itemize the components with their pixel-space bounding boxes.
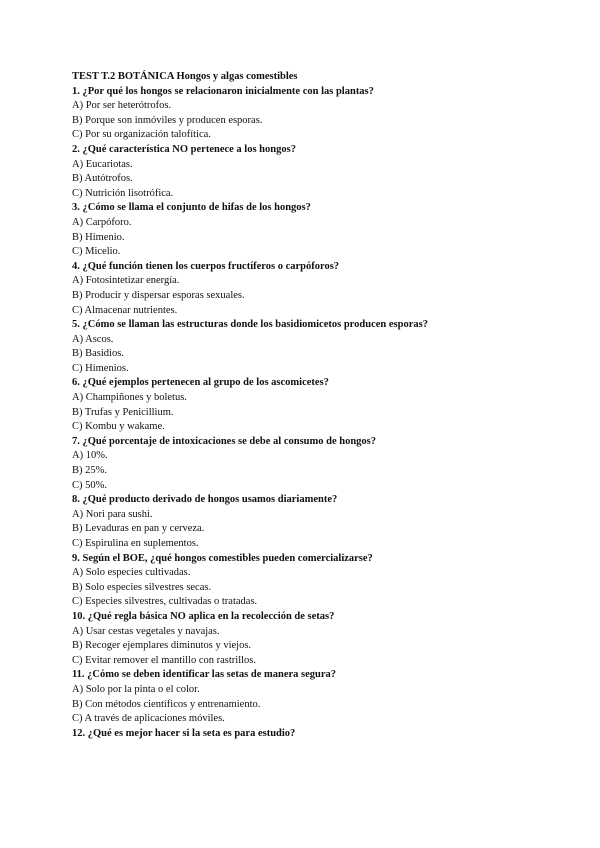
question-8-option-b: B) Levaduras en pan y cerveza.: [72, 523, 205, 535]
question-5: 5. ¿Cómo se llaman las estructuras donde los basidiomicetos producen esporas?: [72, 319, 428, 331]
question-11-option-c: C) A través de aplicaciones móviles.: [72, 713, 225, 725]
question-7: 7. ¿Qué porcentaje de intoxicaciones se debe al consumo de hongos?: [72, 435, 377, 447]
question-11: 11. ¿Cómo se deben identificar las setas de manera segura?: [72, 669, 337, 681]
document-title: TEST T.2 BOTÁNICA Hongos y algas comestibles: [72, 71, 298, 82]
question-4: 4. ¿Qué función tienen los cuerpos fructíferos o carpóforos?: [72, 260, 340, 272]
question-3-option-b: B) Himenio.: [72, 231, 125, 243]
question-8-option-c: C) Espirulina en suplementos.: [72, 538, 199, 549]
document-page: [72, 70, 532, 741]
question-6-option-c: C) Kombu y wakame.: [72, 421, 165, 433]
question-6-option-b: B) Trufas y Penicillium.: [72, 406, 174, 418]
question-8-option-a: A) Nori para sushi.: [72, 508, 153, 520]
question-5-option-c: C) Himenios.: [72, 362, 129, 374]
question-6: 6. ¿Qué ejemplos pertenecen al grupo de los ascomicetes?: [72, 377, 329, 389]
question-7-option-a: A) 10%.: [72, 450, 108, 462]
question-5-option-b: B) Basidios.: [72, 348, 124, 360]
question-1-option-a: A) Por ser heterótrofos.: [72, 100, 172, 112]
question-10-option-c: C) Evitar remover el mantillo con rastrillos.: [72, 654, 256, 666]
question-4-option-b: B) Producir y dispersar esporas sexuales.: [72, 289, 245, 301]
question-2-option-c: C) Nutrición lisotrófica.: [72, 187, 174, 199]
question-9-option-a: A) Solo especies cultivadas.: [72, 567, 191, 579]
question-5-option-a: A) Ascos.: [72, 333, 114, 345]
question-7-option-c: C) 50%.: [72, 479, 107, 491]
question-list: [72, 85, 532, 742]
question-10: 10. ¿Qué regla básica NO aplica en la recolección de setas?: [72, 610, 335, 622]
question-6-option-a: A) Champiñones y boletus.: [72, 392, 187, 404]
question-3: 3. ¿Cómo se llama el conjunto de hifas de los hongos?: [72, 202, 311, 214]
question-9-option-b: B) Solo especies silvestres secas.: [72, 581, 212, 593]
question-1-option-c: C) Por su organización talofítica.: [72, 129, 211, 141]
question-4-option-c: C) Almacenar nutrientes.: [72, 304, 178, 316]
question-3-option-c: C) Micelio.: [72, 246, 121, 258]
question-4-option-a: A) Fotosintetizar energía.: [72, 275, 180, 287]
question-2-option-b: B) Autótrofos.: [72, 173, 133, 185]
question-10-option-a: A) Usar cestas vegetales y navajas.: [72, 625, 220, 637]
question-12: 12. ¿Qué es mejor hacer si la seta es para estudio?: [72, 727, 296, 739]
question-2: 2. ¿Qué característica NO pertenece a los hongos?: [72, 143, 296, 155]
question-1: 1. ¿Por qué los hongos se relacionaron inicialmente con las plantas?: [72, 85, 374, 97]
question-2-option-a: A) Eucariotas.: [72, 158, 133, 170]
question-9: 9. Según el BOE, ¿qué hongos comestibles pueden comercializarse?: [72, 552, 373, 564]
question-7-option-b: B) 25%.: [72, 465, 107, 477]
question-11-option-a: A) Solo por la pinta o el color.: [72, 683, 200, 695]
question-11-option-b: B) Con métodos científicos y entrenamiento.: [72, 698, 261, 710]
question-8: 8. ¿Qué producto derivado de hongos usamos diariamente?: [72, 494, 338, 506]
question-9-option-c: C) Especies silvestres, cultivadas o tratadas.: [72, 596, 258, 608]
question-10-option-b: B) Recoger ejemplares diminutos y viejos.: [72, 640, 252, 652]
question-1-option-b: B) Porque son inmóviles y producen esporas.: [72, 114, 263, 126]
question-3-option-a: A) Carpóforo.: [72, 216, 132, 228]
